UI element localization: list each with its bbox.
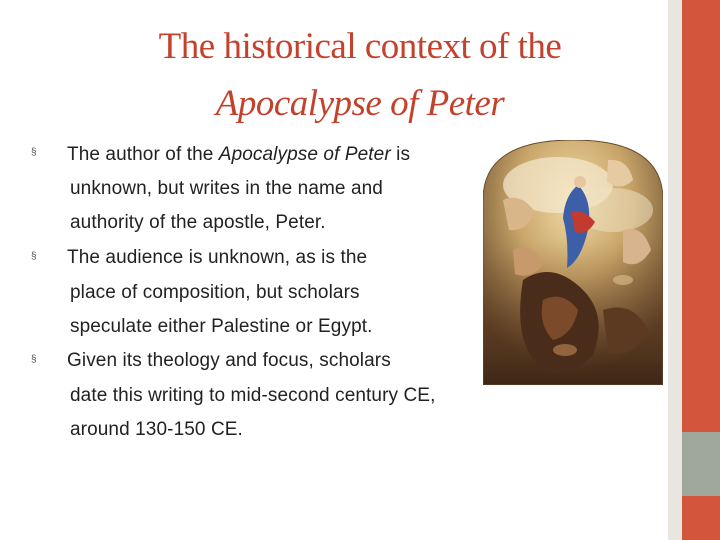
baroque-painting-image (483, 140, 663, 385)
bullet-2-line-1: The audience is unknown, as is the (67, 247, 368, 268)
bullet-3-line-2: date this writing to mid-second century CE, (70, 385, 436, 406)
side-bar-red-top (682, 0, 720, 432)
bullet-3-line-3: around 130-150 CE. (70, 419, 243, 440)
bullet-marker: § (31, 251, 37, 262)
bullet-1-text-end: is (390, 144, 411, 165)
bullet-1-text: The author of the (67, 144, 219, 165)
bullet-1-line-3: authority of the apostle, Peter. (70, 212, 326, 233)
bullet-marker: § (31, 147, 37, 158)
title-line-2: Apocalypse of Peter (215, 83, 505, 124)
bullet-3-line-1: Given its theology and focus, scholars (67, 350, 391, 371)
bullet-marker: § (31, 354, 37, 365)
side-bar-red-bottom (682, 496, 720, 540)
side-bar-gray (682, 432, 720, 496)
title-line-1: The historical context of the (158, 26, 562, 67)
bullet-1-line-2: unknown, but writes in the name and (70, 178, 383, 199)
bullet-2-line-3: speculate either Palestine or Egypt. (70, 316, 373, 337)
bullet-1-italic-title: Apocalypse of Peter (218, 144, 391, 165)
bullet-2-line-2: place of composition, but scholars (70, 282, 360, 303)
bullet-1-line-1 (67, 143, 410, 167)
side-strip-light (668, 0, 682, 540)
